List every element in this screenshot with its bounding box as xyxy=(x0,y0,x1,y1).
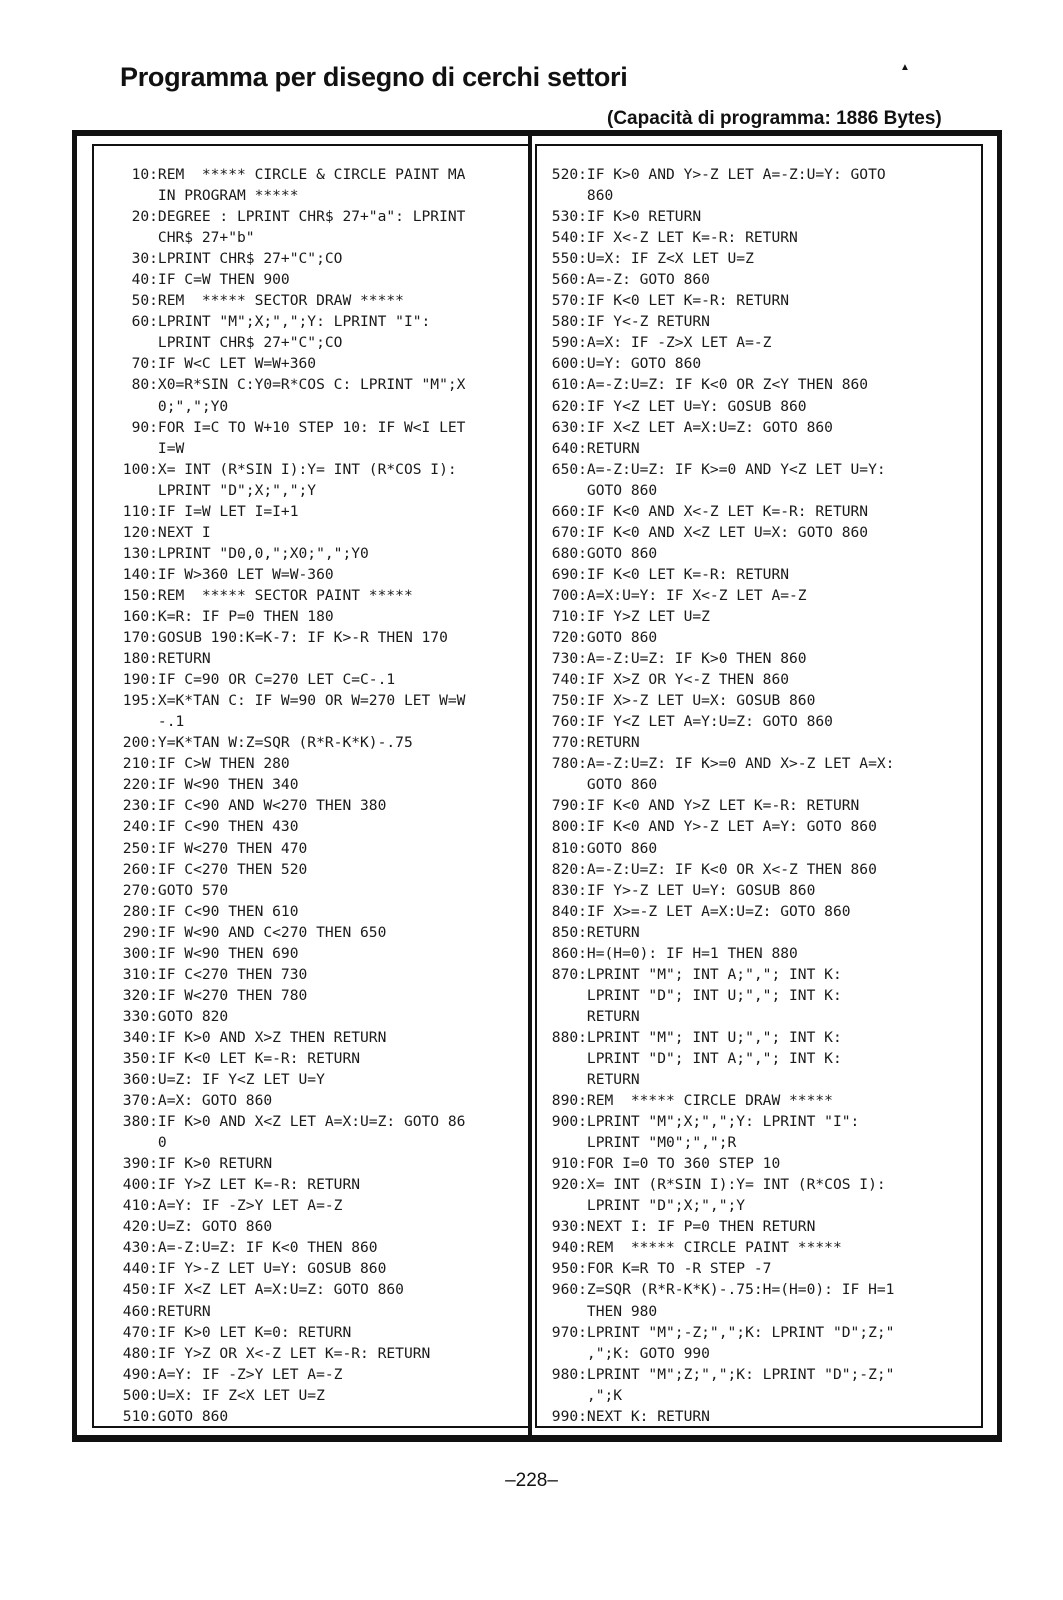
code-line: -.1 xyxy=(114,713,185,731)
code-line: 230:IF C<90 AND W<270 THEN 380 xyxy=(114,797,387,815)
code-line: 280:IF C<90 THEN 610 xyxy=(114,902,299,920)
code-line: 270:GOTO 570 xyxy=(114,881,229,899)
code-line: 820:A=-Z:U=Z: IF K<0 OR X<-Z THEN 860 xyxy=(543,860,877,878)
code-line: 500:U=X: IF Z<X LET U=Z xyxy=(114,1386,325,1404)
code-line: 260:IF C<270 THEN 520 xyxy=(114,860,308,878)
code-line: 80:X0=R*SIN C:Y0=R*COS C: LPRINT "M";X xyxy=(114,376,466,394)
code-line: 990:NEXT K: RETURN xyxy=(543,1407,710,1425)
code-line: 220:IF W<90 THEN 340 xyxy=(114,776,299,794)
code-line: 330:GOTO 820 xyxy=(114,1007,229,1025)
code-line: 90:FOR I=C TO W+10 STEP 10: IF W<I LET xyxy=(114,418,466,436)
code-line: 860 xyxy=(543,187,614,205)
code-line: 170:GOSUB 190:K=K-7: IF K>-R THEN 170 xyxy=(114,629,448,647)
code-line: 810:GOTO 860 xyxy=(543,839,658,857)
code-line: 660:IF K<0 AND X<-Z LET K=-R: RETURN xyxy=(543,502,869,520)
code-line: 680:GOTO 860 xyxy=(543,544,658,562)
code-line: 540:IF X<-Z LET K=-R: RETURN xyxy=(543,229,798,247)
code-line: 780:A=-Z:U=Z: IF K>=0 AND X>-Z LET A=X: xyxy=(543,755,895,773)
code-line: 0 xyxy=(114,1134,167,1152)
code-line: 640:RETURN xyxy=(543,439,640,457)
code-line: 560:A=-Z: GOTO 860 xyxy=(543,271,710,289)
right-listing-column xyxy=(535,144,983,1428)
code-line: LPRINT CHR$ 27+"C";CO xyxy=(114,334,343,352)
code-line: ,";K xyxy=(543,1386,623,1404)
code-line: 410:A=Y: IF -Z>Y LET A=-Z xyxy=(114,1197,343,1215)
code-line: 340:IF K>0 AND X>Z THEN RETURN xyxy=(114,1028,387,1046)
column-divider xyxy=(528,136,532,1436)
code-line: 890:REM ***** CIRCLE DRAW ***** xyxy=(543,1092,833,1110)
code-line: 960:Z=SQR (R*R-K*K)-.75:H=(H=0): IF H=1 xyxy=(543,1281,895,1299)
code-line: 950:FOR K=R TO -R STEP -7 xyxy=(543,1260,772,1278)
code-line: LPRINT "D";X;",";Y xyxy=(543,1197,746,1215)
code-line: 320:IF W<270 THEN 780 xyxy=(114,986,308,1004)
code-line: 30:LPRINT CHR$ 27+"C";CO xyxy=(114,250,343,268)
code-line: 870:LPRINT "M"; INT A;","; INT K: xyxy=(543,965,842,983)
code-line: 40:IF C=W THEN 900 xyxy=(114,271,290,289)
code-line: 200:Y=K*TAN W:Z=SQR (R*R-K*K)-.75 xyxy=(114,734,413,752)
code-line: CHR$ 27+"b" xyxy=(114,229,255,247)
code-line: 690:IF K<0 LET K=-R: RETURN xyxy=(543,565,790,583)
code-line: 700:A=X:U=Y: IF X<-Z LET A=-Z xyxy=(543,586,807,604)
code-line: LPRINT "D"; INT U;","; INT K: xyxy=(543,986,842,1004)
code-line: 610:A=-Z:U=Z: IF K<0 OR Z<Y THEN 860 xyxy=(543,376,869,394)
code-line: 240:IF C<90 THEN 430 xyxy=(114,818,299,836)
code-line: 20:DEGREE : LPRINT CHR$ 27+"a": LPRINT xyxy=(114,208,466,226)
code-line: 440:IF Y>-Z LET U=Y: GOSUB 860 xyxy=(114,1260,387,1278)
code-line: 300:IF W<90 THEN 690 xyxy=(114,944,299,962)
code-line: 380:IF K>0 AND X<Z LET A=X:U=Z: GOTO 86 xyxy=(114,1113,466,1131)
code-line: 130:LPRINT "D0,0,";X0;",";Y0 xyxy=(114,544,369,562)
code-line: 790:IF K<0 AND Y>Z LET K=-R: RETURN xyxy=(543,797,860,815)
code-line: 0;",";Y0 xyxy=(114,397,229,415)
code-line: 600:U=Y: GOTO 860 xyxy=(543,355,702,373)
code-line: 860:H=(H=0): IF H=1 THEN 880 xyxy=(543,944,798,962)
code-line: 970:LPRINT "M";-Z;",";K: LPRINT "D";Z;" xyxy=(543,1323,895,1341)
code-line: 360:U=Z: IF Y<Z LET U=Y xyxy=(114,1071,325,1089)
code-line: 520:IF K>0 AND Y>-Z LET A=-Z:U=Y: GOTO xyxy=(543,166,886,183)
code-line: 550:U=X: IF Z<X LET U=Z xyxy=(543,250,754,268)
code-line: 760:IF Y<Z LET A=Y:U=Z: GOTO 860 xyxy=(543,713,833,731)
code-line: 650:A=-Z:U=Z: IF K>=0 AND Y<Z LET U=Y: xyxy=(543,460,886,478)
code-line: 980:LPRINT "M";Z;",";K: LPRINT "D";-Z;" xyxy=(543,1365,895,1383)
code-line: 70:IF W<C LET W=W+360 xyxy=(114,355,317,373)
code-line: RETURN xyxy=(543,1007,640,1025)
code-line: 940:REM ***** CIRCLE PAINT ***** xyxy=(543,1239,842,1257)
code-line: 570:IF K<0 LET K=-R: RETURN xyxy=(543,292,790,310)
code-line: 430:A=-Z:U=Z: IF K<0 THEN 860 xyxy=(114,1239,378,1257)
code-line: 120:NEXT I xyxy=(114,523,211,541)
code-line: 630:IF X<Z LET A=X:U=Z: GOTO 860 xyxy=(543,418,833,436)
code-line: THEN 980 xyxy=(543,1302,658,1320)
code-line: 840:IF X>=-Z LET A=X:U=Z: GOTO 860 xyxy=(543,902,851,920)
left-code-lines xyxy=(114,164,465,1427)
code-line: 350:IF K<0 LET K=-R: RETURN xyxy=(114,1049,361,1067)
code-line: 400:IF Y>Z LET K=-R: RETURN xyxy=(114,1176,361,1194)
code-line: LPRINT "D";X;",";Y xyxy=(114,481,317,499)
code-line: 470:IF K>0 LET K=0: RETURN xyxy=(114,1323,352,1341)
code-line: 880:LPRINT "M"; INT U;","; INT K: xyxy=(543,1028,842,1046)
code-line: 490:A=Y: IF -Z>Y LET A=-Z xyxy=(114,1365,343,1383)
code-line: IN PROGRAM ***** xyxy=(114,187,299,205)
right-code-lines xyxy=(543,164,894,1427)
code-line: 190:IF C=90 OR C=270 LET C=C-.1 xyxy=(114,671,396,689)
code-line: 730:A=-Z:U=Z: IF K>0 THEN 860 xyxy=(543,650,807,668)
code-line: 310:IF C<270 THEN 730 xyxy=(114,965,308,983)
code-line: 60:LPRINT "M";X;",";Y: LPRINT "I": xyxy=(114,313,431,331)
code-line: 250:IF W<270 THEN 470 xyxy=(114,839,308,857)
page-title: Programma per disegno di cerchi settori xyxy=(120,62,628,92)
code-line: 670:IF K<0 AND X<Z LET U=X: GOTO 860 xyxy=(543,523,869,541)
program-capacity: (Capacità di programma: 1886 Bytes) xyxy=(607,108,942,129)
code-line: 740:IF X>Z OR Y<-Z THEN 860 xyxy=(543,671,790,689)
code-line: 620:IF Y<Z LET U=Y: GOSUB 860 xyxy=(543,397,807,415)
left-listing-column xyxy=(92,144,530,1428)
code-line: 450:IF X<Z LET A=X:U=Z: GOTO 860 xyxy=(114,1281,404,1299)
code-line: 900:LPRINT "M";X;",";Y: LPRINT "I": xyxy=(543,1113,860,1131)
code-line: 210:IF C>W THEN 280 xyxy=(114,755,290,773)
code-line: 160:K=R: IF P=0 THEN 180 xyxy=(114,607,334,625)
code-line: LPRINT "M0";",";R xyxy=(543,1134,737,1152)
code-line: 850:RETURN xyxy=(543,923,640,941)
code-line: 750:IF X>-Z LET U=X: GOSUB 860 xyxy=(543,692,816,710)
listing-frame xyxy=(72,130,1002,1442)
code-line: 580:IF Y<-Z RETURN xyxy=(543,313,710,331)
code-line: 290:IF W<90 AND C<270 THEN 650 xyxy=(114,923,387,941)
code-line: 530:IF K>0 RETURN xyxy=(543,208,702,226)
code-line: 390:IF K>0 RETURN xyxy=(114,1155,273,1173)
code-line: 180:RETURN xyxy=(114,650,211,668)
code-line: 140:IF W>360 LET W=W-360 xyxy=(114,565,334,583)
code-line: 480:IF Y>Z OR X<-Z LET K=-R: RETURN xyxy=(114,1344,431,1362)
code-line: 770:RETURN xyxy=(543,734,640,752)
code-line: 195:X=K*TAN C: IF W=90 OR W=270 LET W=W xyxy=(114,692,466,710)
corner-mark: ▲ xyxy=(900,62,910,73)
code-line: GOTO 860 xyxy=(543,481,658,499)
page-number: –228– xyxy=(505,1470,558,1491)
code-line: 930:NEXT I: IF P=0 THEN RETURN xyxy=(543,1218,816,1236)
code-line: RETURN xyxy=(543,1071,640,1089)
code-line: 920:X= INT (R*SIN I):Y= INT (R*COS I): xyxy=(543,1176,886,1194)
code-line: 460:RETURN xyxy=(114,1302,211,1320)
code-line: 50:REM ***** SECTOR DRAW ***** xyxy=(114,292,404,310)
code-line: 150:REM ***** SECTOR PAINT ***** xyxy=(114,586,413,604)
code-line: GOTO 860 xyxy=(543,776,658,794)
code-line: 370:A=X: GOTO 860 xyxy=(114,1092,273,1110)
code-line: 100:X= INT (R*SIN I):Y= INT (R*COS I): xyxy=(114,460,457,478)
code-line: 800:IF K<0 AND Y>-Z LET A=Y: GOTO 860 xyxy=(543,818,877,836)
code-line: 910:FOR I=0 TO 360 STEP 10 xyxy=(543,1155,781,1173)
code-line: 830:IF Y>-Z LET U=Y: GOSUB 860 xyxy=(543,881,816,899)
code-line: 720:GOTO 860 xyxy=(543,629,658,647)
code-line: 710:IF Y>Z LET U=Z xyxy=(543,607,710,625)
code-line: 420:U=Z: GOTO 860 xyxy=(114,1218,273,1236)
code-line: 10:REM ***** CIRCLE & CIRCLE PAINT MA xyxy=(114,166,466,183)
code-line: 510:GOTO 860 xyxy=(114,1407,229,1425)
code-line: 110:IF I=W LET I=I+1 xyxy=(114,502,299,520)
code-line: ,";K: GOTO 990 xyxy=(543,1344,710,1362)
code-line: I=W xyxy=(114,439,185,457)
code-line: LPRINT "D"; INT A;","; INT K: xyxy=(543,1049,842,1067)
code-line: 590:A=X: IF -Z>X LET A=-Z xyxy=(543,334,772,352)
